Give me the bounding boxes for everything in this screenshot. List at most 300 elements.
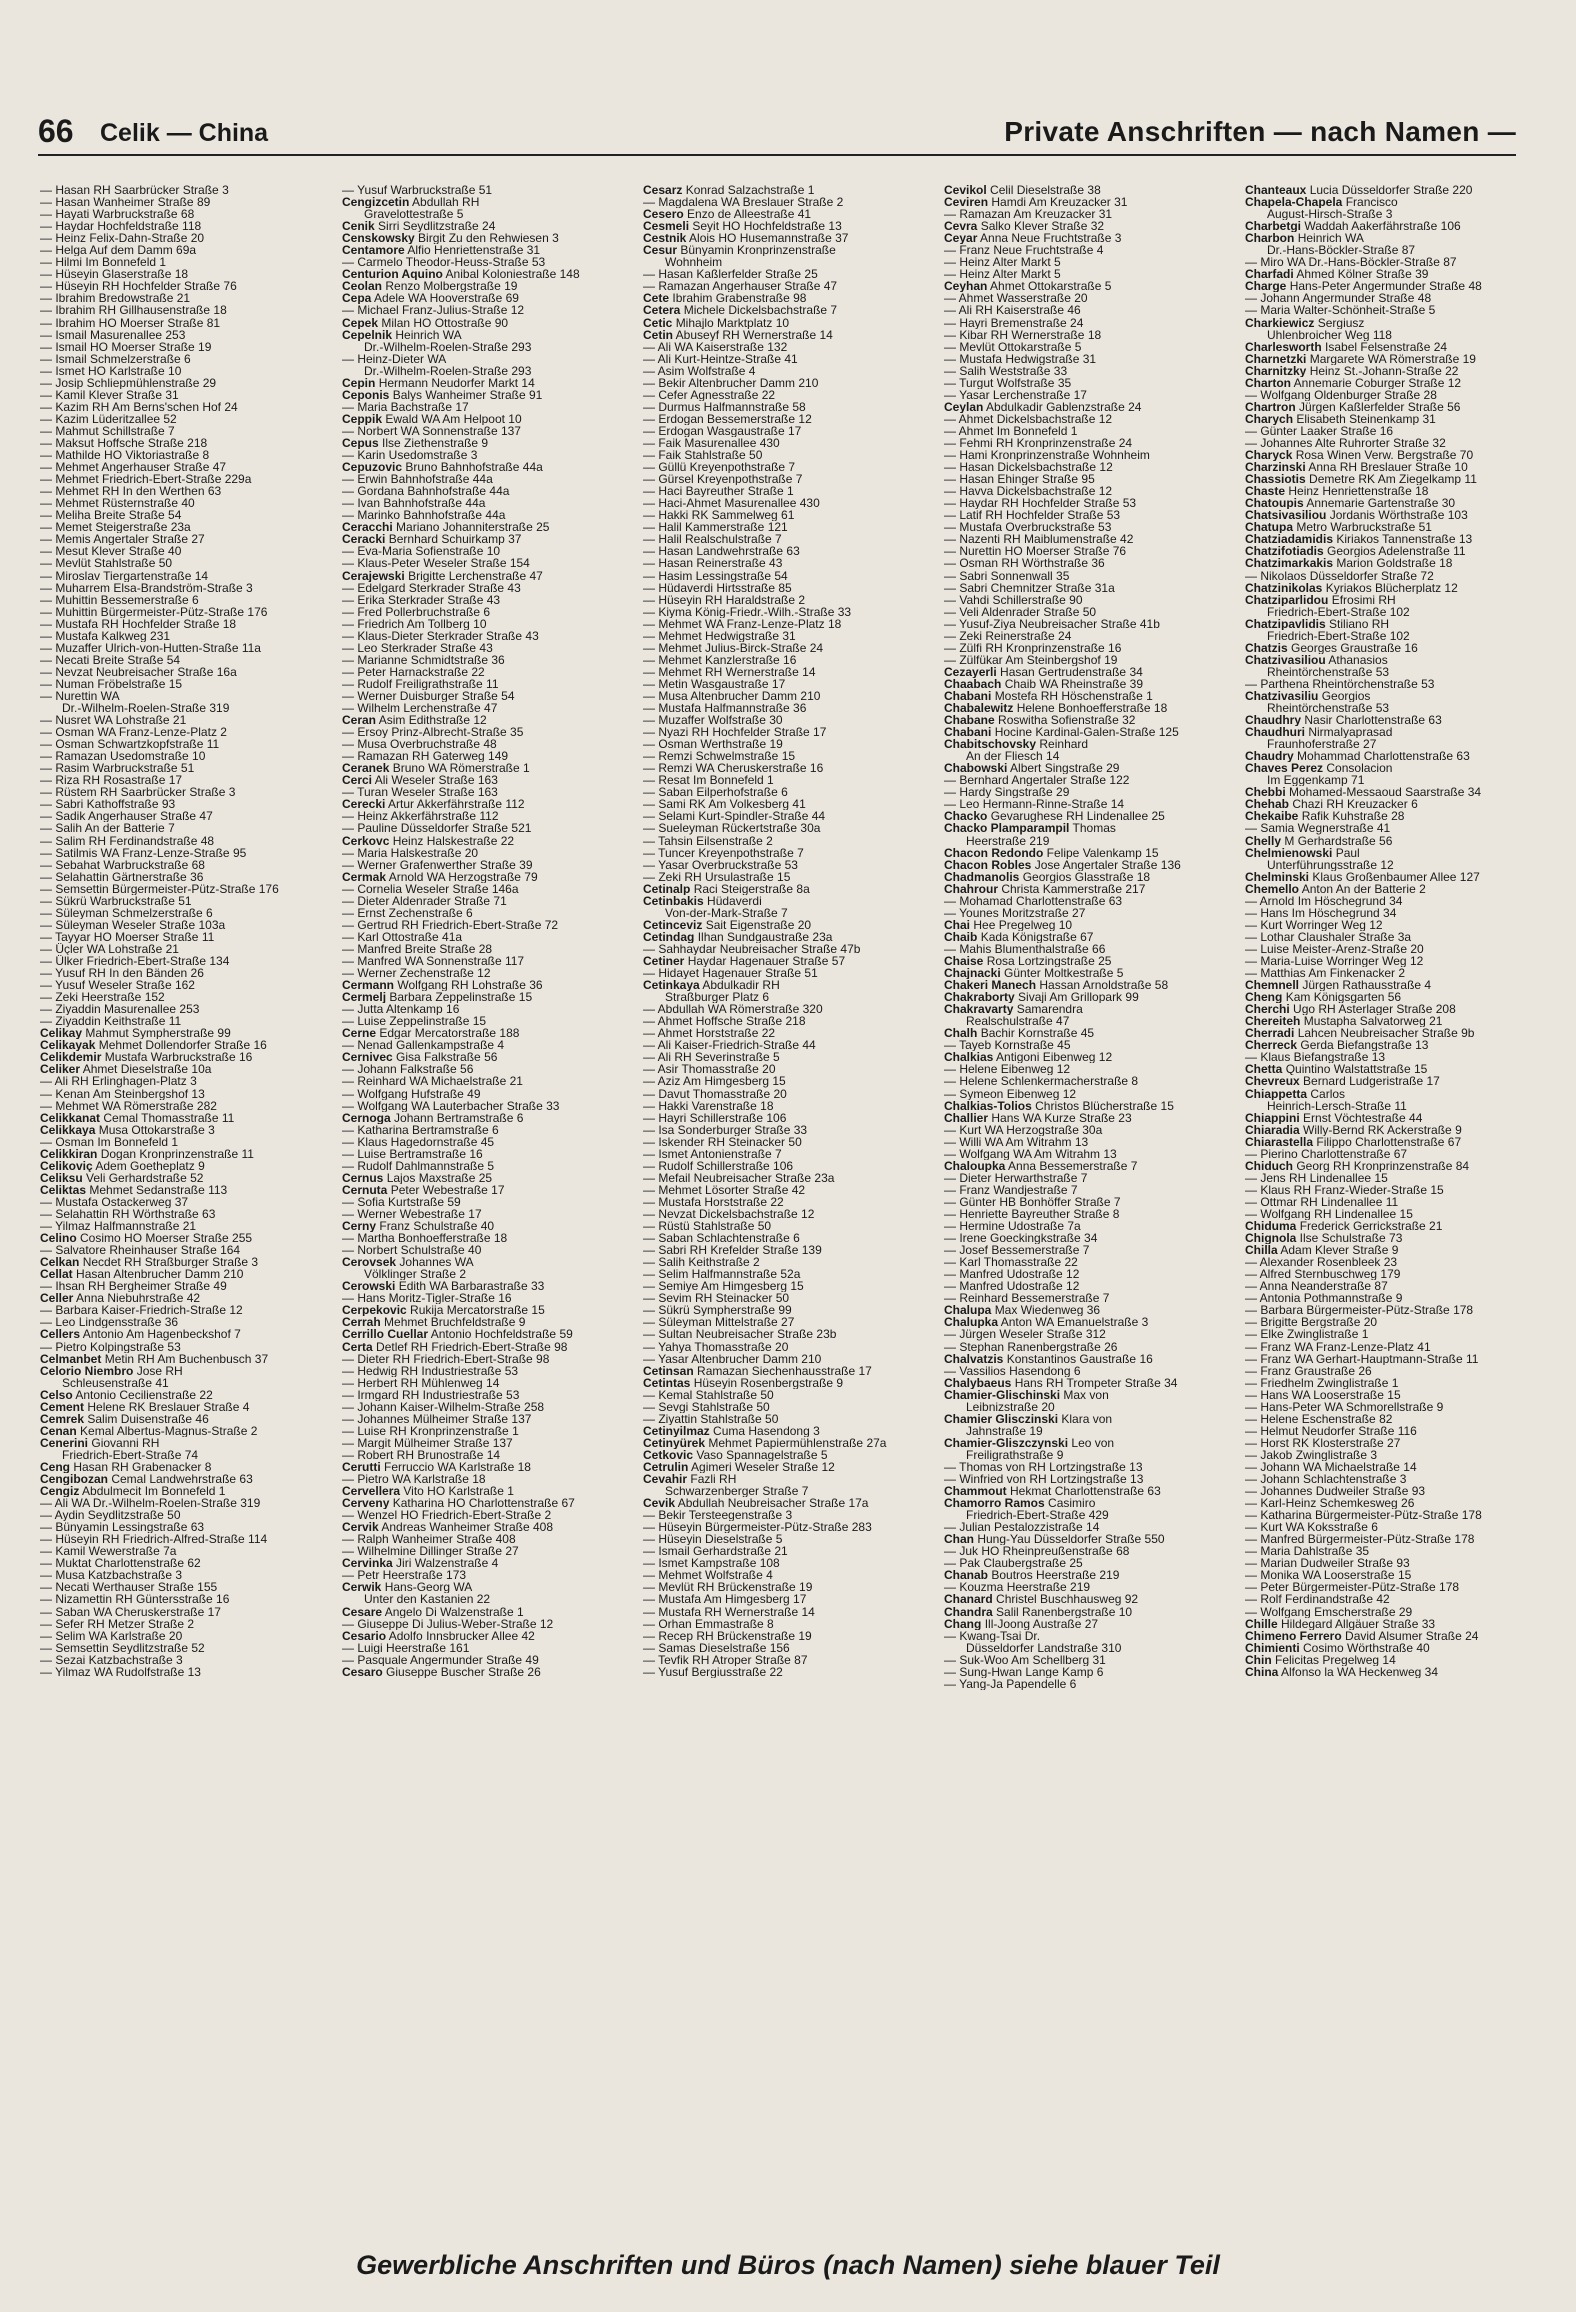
entry-details: — Reinhard Bessemerstraße 7 <box>944 1292 1110 1305</box>
entry-details: Abdullah Neubreisacher Straße 17a <box>677 1497 869 1510</box>
directory-entry <box>342 1485 634 1497</box>
directory-entry <box>643 244 935 256</box>
entry-details: — Irene Goeckingkstraße 34 <box>944 1232 1098 1245</box>
entry-surname: Cengizcetin <box>342 196 410 209</box>
directory-entry <box>1245 1497 1537 1509</box>
directory-entry <box>944 630 1236 642</box>
entry-surname: Celikoviç <box>40 1159 93 1172</box>
entry-surname: Chebbi <box>1245 786 1286 799</box>
directory-entry <box>40 292 332 304</box>
directory-entry <box>342 1521 634 1533</box>
directory-entry <box>1245 184 1537 196</box>
entry-details: — Havva Dickelsbachstraße 12 <box>944 485 1113 498</box>
entry-details: — Juk HO Rheinpreußenstraße 68 <box>944 1545 1130 1558</box>
directory-entry <box>1245 1027 1537 1039</box>
entry-details: — Zeki Reinerstraße 24 <box>944 629 1072 642</box>
directory-entry <box>342 1268 634 1280</box>
entry-details: — Salih Weststraße 33 <box>944 364 1068 377</box>
entry-details: — Hans Moritz-Tigler-Straße 16 <box>342 1292 512 1305</box>
directory-entry <box>944 268 1236 280</box>
directory-entry <box>643 871 935 883</box>
directory-entry <box>40 1148 332 1160</box>
directory-entry <box>944 1184 1236 1196</box>
entry-details: — Luigi Heerstraße 161 <box>342 1641 470 1654</box>
directory-entry <box>342 919 634 931</box>
entry-surname: Chiappetta <box>1245 1087 1308 1100</box>
entry-details: Heinz St.-Johann-Straße 22 <box>1309 364 1459 377</box>
directory-entry <box>944 1497 1236 1509</box>
entry-details: — Selahattin Gärtnerstraße 36 <box>40 870 204 883</box>
directory-entry <box>944 377 1236 389</box>
directory-entry <box>342 304 634 316</box>
entry-surname: Cerutti <box>342 1460 381 1474</box>
entry-surname: Chalkias-Tolios <box>944 1099 1032 1112</box>
directory-entry <box>1245 437 1537 449</box>
directory-entry <box>1245 702 1537 714</box>
entry-details: — Ivan Bahnhofstraße 44a <box>342 497 486 510</box>
directory-entry <box>1245 1377 1537 1389</box>
directory-entry <box>342 762 634 774</box>
entry-details: — Friedhelm Zwinglistraße 1 <box>1245 1376 1399 1389</box>
directory-entry <box>643 690 935 702</box>
directory-entry <box>40 1557 332 1569</box>
entry-surname: Chalupa <box>944 1304 992 1317</box>
entry-details: Abdulkadir RH <box>702 979 780 992</box>
entry-details: — Thomas von RH Lortzingstraße 13 <box>944 1460 1143 1474</box>
entry-details: Dr.-Wilhelm-Roelen-Straße 319 <box>62 702 230 715</box>
directory-entry <box>1245 1449 1537 1461</box>
directory-entry <box>342 521 634 533</box>
directory-entry <box>944 1063 1236 1075</box>
entry-details: — Werner Grafenwerther Straße 39 <box>342 858 533 871</box>
entry-surname: Charnetzki <box>1245 352 1307 365</box>
entry-details: Rheintörchenstraße 53 <box>1267 665 1390 678</box>
directory-entry <box>944 1160 1236 1172</box>
entry-details: — Süleyman Schmelzerstraße 6 <box>40 906 213 919</box>
directory-entry <box>342 220 634 232</box>
directory-entry <box>342 1196 634 1208</box>
entry-details: — Mesut Klever Straße 40 <box>40 545 182 558</box>
directory-column-5 <box>1245 184 1537 2214</box>
directory-entry <box>643 570 935 582</box>
directory-entry <box>643 1148 935 1160</box>
directory-entry <box>1245 1100 1537 1112</box>
directory-entry <box>1245 822 1537 834</box>
entry-surname: Celso <box>40 1388 73 1401</box>
entry-details: Balys Wanheimer Straße 91 <box>392 388 543 401</box>
entry-details: — Sadik Angerhauser Straße 47 <box>40 810 213 823</box>
entry-details: — Horst RK Klosterstraße 27 <box>1245 1436 1401 1449</box>
directory-entry <box>342 232 634 244</box>
directory-entry <box>944 1618 1236 1630</box>
entry-surname: Cevahir <box>643 1473 688 1486</box>
directory-entry <box>643 919 935 931</box>
entry-surname: Cellers <box>40 1328 81 1341</box>
entry-details: Hung-Yau Düsseldorfer Straße 550 <box>977 1533 1165 1546</box>
entry-details: Waddah Aakerfährstraße 106 <box>1304 220 1461 233</box>
entry-details: — Yilmaz WA Rudolfstraße 13 <box>40 1665 201 1678</box>
entry-details: — Leo Sterkrader Straße 43 <box>342 641 493 654</box>
entry-details: — Pierino Charlottenstraße 67 <box>1245 1147 1408 1160</box>
directory-entry <box>342 1232 634 1244</box>
entry-surname: Cezayerli <box>944 665 997 678</box>
entry-details: — Zülfi RH Kronprinzenstraße 16 <box>944 641 1122 654</box>
directory-entry <box>40 401 332 413</box>
directory-entry <box>342 991 634 1003</box>
directory-entry <box>944 232 1236 244</box>
entry-details: — Mehmet WA Franz-Lenze-Platz 18 <box>643 617 842 630</box>
directory-entry <box>40 365 332 377</box>
directory-entry <box>643 931 935 943</box>
directory-entry <box>944 1039 1236 1051</box>
directory-entry <box>1245 798 1537 810</box>
directory-entry <box>643 533 935 545</box>
entry-details: — Sebahat Warbruckstraße 68 <box>40 858 205 871</box>
directory-entry <box>1245 895 1537 907</box>
directory-entry <box>944 1654 1236 1666</box>
name-range: Celik — China <box>100 119 269 147</box>
entry-surname: Celikay <box>40 1027 83 1040</box>
entry-details: — Aydin Seydlitzstraße 50 <box>40 1509 181 1522</box>
directory-entry <box>1245 859 1537 871</box>
entry-surname: Chanab <box>944 1569 989 1582</box>
directory-entry <box>342 1100 634 1112</box>
entry-surname: Ceyhan <box>944 280 988 293</box>
entry-details: — Johannes Alte Ruhrorter Straße 32 <box>1245 436 1446 450</box>
entry-details: — Hayati Warbruckstraße 68 <box>40 208 195 221</box>
entry-details: — Heinz Felix-Dahn-Straße 20 <box>40 232 205 245</box>
directory-entry <box>40 244 332 256</box>
entry-surname: Chatzis <box>1245 641 1288 654</box>
entry-surname: Cellat <box>40 1268 73 1281</box>
directory-entry <box>1245 1039 1537 1051</box>
entry-surname: Chatsivasiliou <box>1245 509 1327 522</box>
directory-entry <box>643 1136 935 1148</box>
directory-entry <box>944 1569 1236 1581</box>
entry-details: Annemarie Coburger Straße 12 <box>1293 376 1462 389</box>
directory-entry <box>40 630 332 642</box>
directory-entry <box>342 750 634 762</box>
directory-entry <box>342 413 634 425</box>
entry-surname: Chille <box>1245 1617 1278 1630</box>
directory-entry <box>944 582 1236 594</box>
directory-entry <box>342 1088 634 1100</box>
entry-details: — Sultan Neubreisacher Straße 23b <box>643 1328 837 1341</box>
entry-surname: Chamier-Glischinski <box>944 1388 1061 1401</box>
entry-details: — Sabri Chemnitzer Straße 31a <box>944 581 1115 594</box>
directory-entry <box>1245 1075 1537 1087</box>
entry-surname: Chilla <box>1245 1244 1278 1257</box>
directory-entry <box>643 1521 935 1533</box>
directory-entry <box>40 1642 332 1654</box>
directory-entry <box>1245 533 1537 545</box>
entry-details: — Alfred Sternbuschweg 179 <box>1245 1268 1401 1281</box>
directory-entry <box>342 437 634 449</box>
entry-surname: Chin <box>1245 1653 1272 1666</box>
entry-details: — Klaus-Peter Weseler Straße 154 <box>342 557 530 570</box>
directory-entry <box>40 533 332 545</box>
directory-entry <box>1245 1172 1537 1184</box>
entry-details: Gevarughese RH Lindenallee 25 <box>990 810 1165 823</box>
entry-details: — Kamil Klever Straße 31 <box>40 388 179 401</box>
entry-surname: Cetkovic <box>643 1448 694 1461</box>
directory-entry <box>643 268 935 280</box>
directory-entry <box>40 702 332 714</box>
entry-details: — Kurt WA Herzogstraße 30a <box>944 1123 1103 1136</box>
directory-entry <box>40 1051 332 1063</box>
directory-entry <box>944 678 1236 690</box>
entry-details: — Güllü Kreyenpothstraße 7 <box>643 461 796 474</box>
directory-entry <box>643 943 935 955</box>
entry-surname: Cepek <box>342 316 379 329</box>
directory-entry <box>944 762 1236 774</box>
directory-entry <box>40 738 332 750</box>
entry-details: — Muzaffer Wolfstraße 30 <box>643 714 783 727</box>
directory-entry <box>944 1232 1236 1244</box>
directory-entry <box>643 1497 935 1509</box>
entry-details: Georgios Adelenstraße 11 <box>1327 545 1466 558</box>
entry-details: — Hakki RK Sammelweg 61 <box>643 509 795 522</box>
entry-details: — Memis Angertaler Straße 27 <box>40 533 205 546</box>
entry-details: Vaso Spannagelstraße 5 <box>696 1448 828 1461</box>
directory-entry <box>643 606 935 618</box>
entry-surname: Ceyar <box>944 232 978 245</box>
entry-details: — Ziyaddin Masurenallee 253 <box>40 1003 200 1016</box>
directory-entry <box>1245 1642 1537 1654</box>
entry-details: Musa Ottokarstraße 3 <box>98 1123 215 1136</box>
directory-entry <box>643 1051 935 1063</box>
directory-entry <box>643 256 935 268</box>
entry-details: Michele Dickelsbachstraße 7 <box>683 304 838 317</box>
directory-entry <box>1245 1328 1537 1340</box>
directory-entry <box>342 883 634 895</box>
directory-entry <box>643 557 935 569</box>
entry-details: Mehmet Dollendorfer Straße 16 <box>98 1039 267 1052</box>
entry-surname: Chacko Plamparampil <box>944 822 1070 835</box>
entry-details: — Helene Schlenkermacherstraße 8 <box>944 1075 1139 1088</box>
directory-entry <box>944 1256 1236 1268</box>
entry-surname: Chaloupka <box>944 1159 1006 1172</box>
directory-entry <box>342 1256 634 1268</box>
directory-entry <box>40 1220 332 1232</box>
entry-details: Unter den Kastanien 22 <box>364 1593 491 1606</box>
directory-entry <box>1245 1353 1537 1365</box>
directory-entry <box>1245 1365 1537 1377</box>
directory-entry <box>342 365 634 377</box>
entry-details: — Aziz Am Himgesberg 15 <box>643 1075 786 1088</box>
entry-details: — Hasan Reinerstraße 43 <box>643 557 783 570</box>
directory-entry <box>944 810 1236 822</box>
directory-entry <box>1245 545 1537 557</box>
directory-entry <box>1245 208 1537 220</box>
entry-details: Johannes WA <box>399 1256 474 1269</box>
directory-entry <box>40 1039 332 1051</box>
entry-surname: Cetintas <box>643 1376 691 1389</box>
entry-details: — Ismet Kampstraße 108 <box>643 1557 780 1570</box>
directory-entry <box>643 859 935 871</box>
entry-details: — Hedwig RH Industriestraße 53 <box>342 1364 519 1377</box>
directory-entry <box>40 1304 332 1316</box>
directory-entry <box>40 1003 332 1015</box>
entry-details: — Resat Im Bonnefeld 1 <box>643 774 774 787</box>
directory-entry <box>342 1533 634 1545</box>
entry-details: — Johann WA Michaelstraße 14 <box>1245 1460 1417 1474</box>
directory-entry <box>1245 461 1537 473</box>
directory-entry <box>40 220 332 232</box>
directory-entry <box>944 437 1236 449</box>
directory-entry <box>1245 232 1537 244</box>
entry-details: — Hayri Bremenstraße 24 <box>944 316 1084 329</box>
directory-entry <box>342 268 634 280</box>
entry-details: Ernst Vöchtestraße 44 <box>1303 1111 1423 1124</box>
entry-details: Johann Bertramstraße 6 <box>394 1111 524 1124</box>
directory-entry <box>40 1027 332 1039</box>
directory-entry <box>342 1569 634 1581</box>
directory-entry <box>944 991 1236 1003</box>
directory-entry <box>1245 594 1537 606</box>
directory-entry <box>40 557 332 569</box>
entry-surname: Chacon Robles <box>944 858 1032 871</box>
entry-details: — Barbara Bürgermeister-Pütz-Straße 178 <box>1245 1304 1474 1317</box>
directory-entry <box>342 1557 634 1569</box>
entry-details: Antonio Cecilienstraße 22 <box>75 1388 213 1401</box>
entry-details: — Muharrem Elsa-Brandström-Straße 3 <box>40 581 253 594</box>
directory-entry <box>643 618 935 630</box>
directory-entry <box>944 895 1236 907</box>
directory-entry <box>1245 666 1537 678</box>
entry-details: Georg RH Kronprinzenstraße 84 <box>1296 1159 1470 1172</box>
entry-details: Adele WA Hooverstraße 69 <box>374 292 519 305</box>
entry-surname: Chatzifotiadis <box>1245 545 1324 558</box>
entry-surname: Chatoupis <box>1245 497 1304 510</box>
entry-details: — Kibar RH Wernerstraße 18 <box>944 328 1102 341</box>
directory-entry <box>40 931 332 943</box>
entry-surname: Cengiz <box>40 1485 80 1498</box>
directory-entry <box>944 750 1236 762</box>
entry-surname: Chakraborty <box>944 991 1015 1004</box>
directory-entry <box>1245 377 1537 389</box>
entry-details: Konrad Salzachstraße 1 <box>685 184 815 197</box>
entry-details: Cosimo HO Moerser Straße 255 <box>80 1232 253 1245</box>
entry-details: — Mevlüt RH Brückenstraße 19 <box>643 1581 813 1594</box>
entry-details: — Hüseyin RH Haraldstraße 2 <box>643 593 806 606</box>
directory-entry <box>1245 1461 1537 1473</box>
directory-entry <box>40 907 332 919</box>
entry-details: Rosa Lortzingstraße 25 <box>986 955 1112 968</box>
directory-entry <box>40 437 332 449</box>
directory-entry <box>944 1401 1236 1413</box>
entry-details: Alfio Henriettenstraße 31 <box>407 244 541 257</box>
directory-entry <box>643 353 935 365</box>
entry-details: — Sevim RH Steinacker 50 <box>643 1292 790 1305</box>
directory-entry <box>1245 1509 1537 1521</box>
entry-details: — Miroslav Tiergartenstraße 14 <box>40 569 209 582</box>
directory-entry <box>944 533 1236 545</box>
entry-details: Jordanis Wörthstraße 103 <box>1329 509 1468 522</box>
entry-details: Antigoni Eibenweg 12 <box>996 1051 1113 1064</box>
directory-entry <box>944 955 1236 967</box>
directory-entry <box>944 786 1236 798</box>
entry-details: — Luise Bertramstraße 16 <box>342 1147 483 1160</box>
directory-entry <box>1245 835 1537 847</box>
entry-details: — Arnold Im Höschegrund 34 <box>1245 894 1403 907</box>
directory-entry <box>342 1280 634 1292</box>
entry-details: Thomas <box>1072 822 1116 835</box>
entry-details: Jürgen Kaßlerfelder Straße 56 <box>1299 400 1461 413</box>
directory-entry <box>643 1316 935 1328</box>
entry-surname: Ceppik <box>342 412 383 425</box>
entry-details: — Helene Eibenweg 12 <box>944 1063 1071 1076</box>
directory-column-4 <box>944 184 1236 2214</box>
entry-surname: Chatziparlidou <box>1245 593 1329 606</box>
directory-entry <box>643 810 935 822</box>
entry-details: — Johann Falkstraße 56 <box>342 1063 474 1076</box>
entry-surname: Cetiner <box>643 955 685 968</box>
directory-entry <box>40 1112 332 1124</box>
entry-surname: Celikkiran <box>40 1147 98 1160</box>
directory-entry <box>944 1003 1236 1015</box>
directory-entry <box>342 1003 634 1015</box>
entry-details: — Mehmet Kanzlerstraße 16 <box>643 653 797 666</box>
directory-entry <box>643 1389 935 1401</box>
directory-entry <box>643 1437 935 1449</box>
directory-entry <box>40 304 332 316</box>
entry-details: Hans-Georg WA <box>384 1581 473 1594</box>
entry-surname: Cetinyilmaz <box>643 1424 710 1437</box>
directory-entry <box>40 1172 332 1184</box>
directory-entry <box>1245 317 1537 329</box>
directory-entry <box>40 1377 332 1389</box>
entry-surname: Charlesworth <box>1245 340 1322 353</box>
entry-details: — Satilmis WA Franz-Lenze-Straße 95 <box>40 846 247 859</box>
directory-entry <box>40 1365 332 1377</box>
directory-entry <box>643 594 935 606</box>
entry-surname: Cevra <box>944 220 978 233</box>
entry-surname: Cervinka <box>342 1557 393 1570</box>
entry-surname: Cermelj <box>342 991 387 1004</box>
directory-entry <box>342 184 634 196</box>
directory-entry <box>643 1666 935 1678</box>
directory-entry <box>1245 1148 1537 1160</box>
entry-details: Dogan Kronprinzenstraße 11 <box>100 1147 254 1160</box>
entry-details: Antonio Hochfeldstraße 59 <box>430 1328 573 1341</box>
directory-entry <box>944 1124 1236 1136</box>
entry-surname: Chabalewitz <box>944 702 1014 715</box>
directory-entry <box>40 184 332 196</box>
directory-entry <box>643 1569 935 1581</box>
entry-details: — Peter Harnackstraße 22 <box>342 665 485 678</box>
directory-entry <box>1245 1341 1537 1353</box>
directory-entry <box>944 461 1236 473</box>
entry-details: — Davut Thomasstraße 20 <box>643 1087 787 1100</box>
directory-entry <box>643 425 935 437</box>
entry-details: Kyriakos Blücherplatz 12 <box>1325 581 1458 594</box>
directory-entry <box>643 509 935 521</box>
entry-details: — Suk-Woo Am Schellberg 31 <box>944 1653 1106 1666</box>
entry-details: Lahcen Neubreisacher Straße 9b <box>1297 1027 1475 1040</box>
entry-details: Abdulkadir Gablenzstraße 24 <box>986 400 1142 413</box>
entry-surname: Chacon Redondo <box>944 846 1044 859</box>
entry-details: Salil Ranenbergstraße 10 <box>996 1605 1133 1618</box>
entry-details: — Musa Katzbachstraße 3 <box>40 1569 183 1582</box>
entry-details: — Giuseppe Di Julius-Weber-Straße 12 <box>342 1617 554 1630</box>
entry-surname: Chaudry <box>1245 750 1294 763</box>
entry-details: — Rudolf Dahlmannstraße 5 <box>342 1159 495 1172</box>
directory-entry <box>40 991 332 1003</box>
entry-surname: Cerrah <box>342 1316 381 1329</box>
entry-details: Mehmet Papiermühlenstraße 27a <box>708 1436 887 1449</box>
entry-details: — Hasan Kaßlerfelder Straße 25 <box>643 268 818 281</box>
